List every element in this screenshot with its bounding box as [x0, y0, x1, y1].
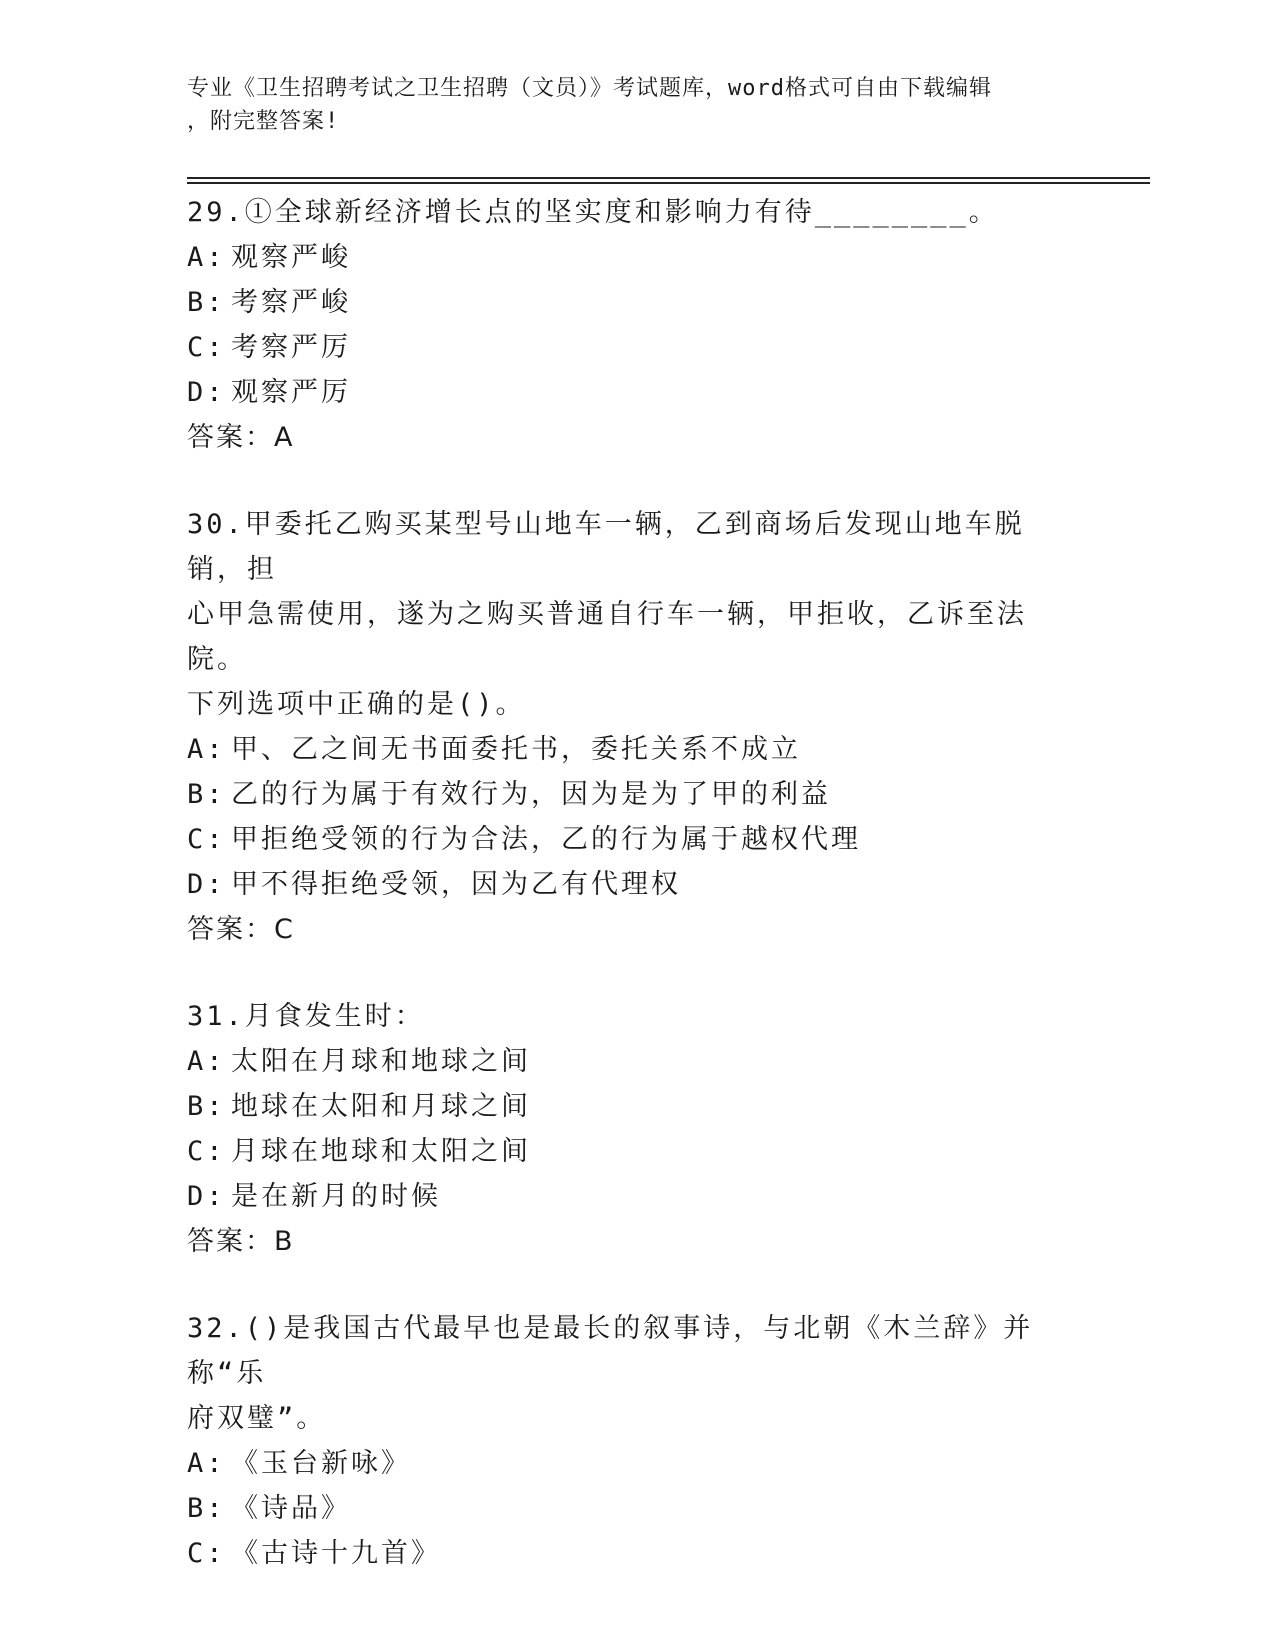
option-b [187, 1486, 1077, 1531]
document-header [187, 72, 1067, 138]
option-letter: B: [187, 779, 226, 810]
question-text: 29.①全球新经济增长点的坚实度和影响力有待________。 [187, 197, 999, 228]
question-text: 30.甲委托乙购买某型号山地车一辆，乙到商场后发现山地车脱销，担 [187, 509, 1025, 585]
header-rule-top [187, 177, 1150, 179]
option-c [187, 817, 1077, 862]
option-letter: C: [187, 1136, 226, 1167]
option-letter: B: [187, 1493, 226, 1524]
question-30 [187, 502, 1077, 952]
question-text: 心甲急需使用，遂为之购买普通自行车一辆，甲拒收，乙诉至法院。 [187, 599, 1027, 675]
option-a [187, 1039, 1077, 1084]
option-b [187, 280, 1077, 325]
question-text: 31.月食发生时： [187, 1001, 425, 1032]
option-letter: C: [187, 332, 226, 363]
option-letter: A: [187, 1448, 226, 1479]
option-c [187, 1129, 1077, 1174]
option-letter: A: [187, 1046, 226, 1077]
option-letter: A: [187, 734, 226, 765]
option-c [187, 325, 1077, 370]
answer: 答案：B [187, 1226, 295, 1257]
option-text: 甲、乙之间无书面委托书，委托关系不成立 [231, 734, 801, 765]
option-letter: C: [187, 824, 226, 855]
option-c [187, 1531, 1077, 1576]
question-29 [187, 190, 1077, 460]
option-letter: D: [187, 377, 226, 408]
option-text: 《诗品》 [231, 1493, 351, 1524]
option-text: 乙的行为属于有效行为，因为是为了甲的利益 [231, 779, 831, 810]
option-text: 是在新月的时候 [231, 1181, 441, 1212]
option-text: 地球在太阳和月球之间 [231, 1091, 531, 1122]
answer: 答案：A [187, 422, 295, 453]
option-text: 考察严厉 [231, 332, 351, 363]
option-b [187, 772, 1077, 817]
option-text: 观察严峻 [231, 242, 351, 273]
question-31 [187, 994, 1077, 1264]
option-letter: D: [187, 1181, 226, 1212]
option-text: 月球在地球和太阳之间 [231, 1136, 531, 1167]
question-text: 府双璧”。 [187, 1403, 327, 1434]
option-d [187, 1174, 1077, 1219]
option-text: 《古诗十九首》 [231, 1538, 441, 1569]
header-line-2: ，附完整答案! [187, 109, 340, 134]
option-b [187, 1084, 1077, 1129]
option-d [187, 862, 1077, 907]
option-d [187, 370, 1077, 415]
option-letter: D: [187, 869, 226, 900]
option-letter: A: [187, 242, 226, 273]
option-text: 《玉台新咏》 [231, 1448, 411, 1479]
question-text: 32.()是我国古代最早也是最长的叙事诗，与北朝《木兰辞》并称“乐 [187, 1313, 1034, 1389]
header-line-1: 专业《卫生招聘考试之卫生招聘（文员）》考试题库，word格式可自由下载编辑 [187, 76, 992, 101]
option-text: 甲拒绝受领的行为合法，乙的行为属于越权代理 [231, 824, 861, 855]
option-letter: B: [187, 287, 226, 318]
option-a [187, 235, 1077, 280]
question-text: 下列选项中正确的是()。 [187, 689, 526, 720]
option-text: 甲不得拒绝受领，因为乙有代理权 [231, 869, 681, 900]
question-32 [187, 1306, 1077, 1576]
option-a [187, 727, 1077, 772]
option-text: 太阳在月球和地球之间 [231, 1046, 531, 1077]
answer: 答案：C [187, 914, 295, 945]
header-rule-bottom [187, 182, 1150, 184]
option-text: 观察严厉 [231, 377, 351, 408]
option-letter: B: [187, 1091, 226, 1122]
question-list [187, 190, 1077, 1618]
option-a [187, 1441, 1077, 1486]
option-text: 考察严峻 [231, 287, 351, 318]
option-letter: C: [187, 1538, 226, 1569]
